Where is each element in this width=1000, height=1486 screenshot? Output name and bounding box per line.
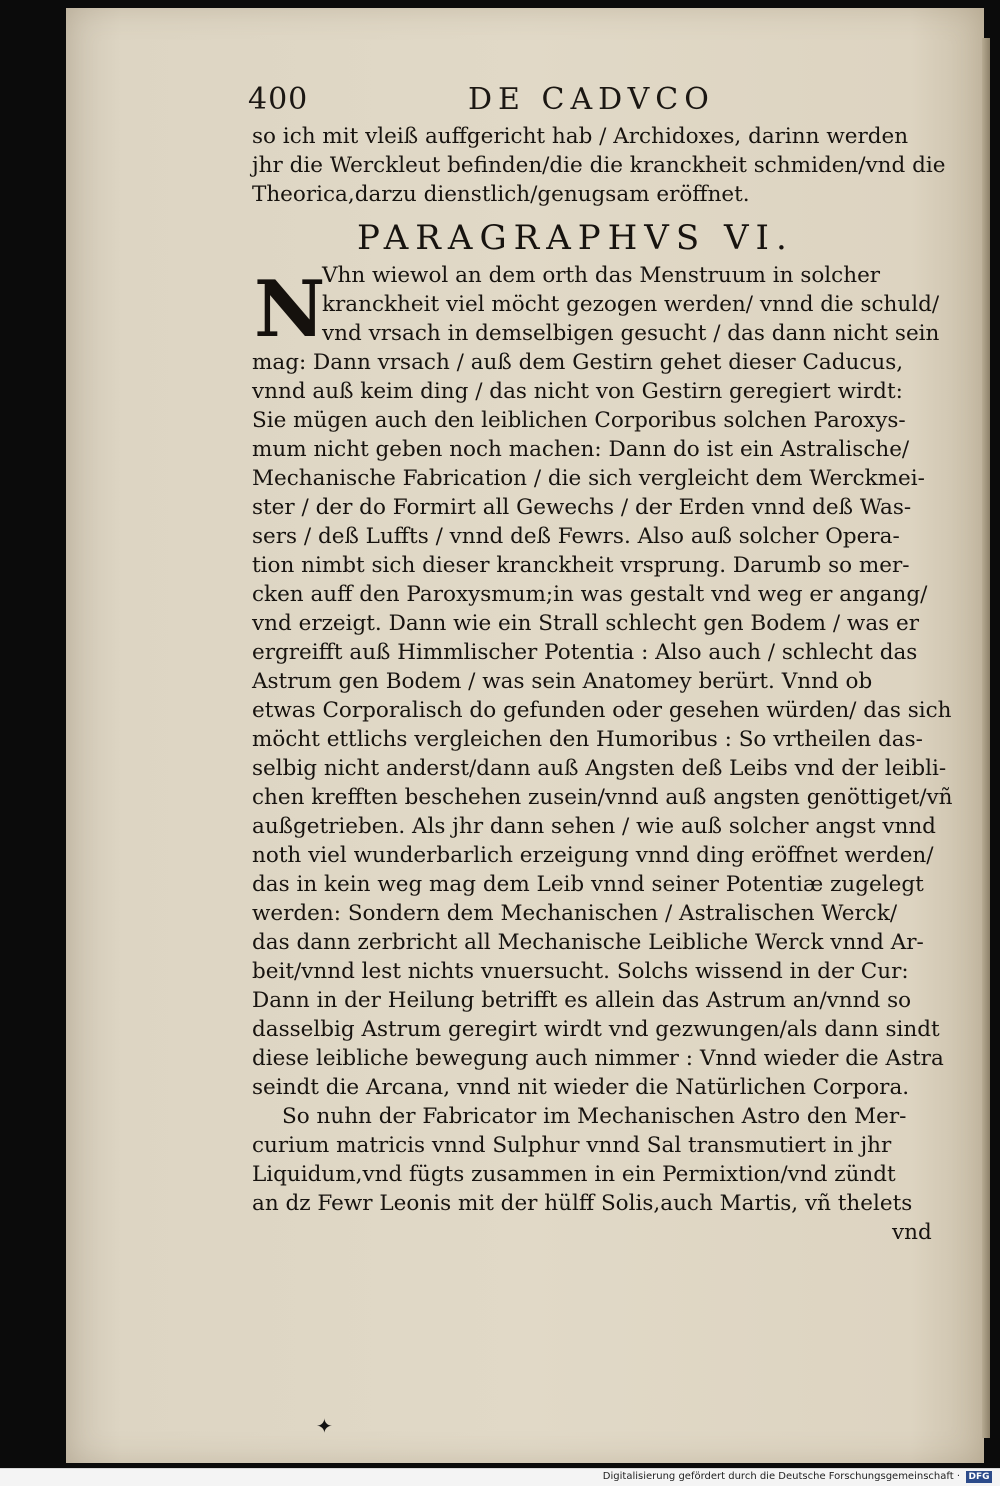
text-line: kranckheit viel möcht gezogen werden/ vnnd die schuld/ — [322, 292, 940, 317]
running-head — [248, 82, 768, 122]
text-line: So nuhn der Fabricator im Mechanischen Astro den Mer- — [282, 1104, 907, 1129]
text-line: an dz Fewr Leonis mit der hülff Solis,auch Martis, vñ thelets — [252, 1191, 913, 1216]
text-line: Mechanische Fabrication / die sich vergleicht dem Werckmei- — [252, 466, 925, 491]
text-line: Sie mügen auch den leiblichen Corporibus solchen Paroxys- — [252, 408, 906, 433]
text-line: Vhn wiewol an dem orth das Menstruum in solcher — [322, 263, 881, 288]
page-number: 400 — [248, 82, 309, 117]
text-line: sers / deß Luffts / vnnd deß Fewrs. Also auß solcher Opera- — [252, 524, 900, 549]
text-line: selbig nicht anderst/dann auß Angsten deß Leibs vnd der leibli- — [252, 756, 947, 781]
text-line: chen krefften beschehen zusein/vnnd auß angsten genöttiget/vñ — [252, 785, 953, 810]
text-line: jhr die Werckleut befinden/die die kranckheit schmiden/vnd die — [252, 153, 946, 178]
text-block — [252, 122, 972, 1247]
text-line: Astrum gen Bodem / was sein Anatomey berürt. Vnnd ob — [252, 669, 873, 694]
text-line: Dann in der Heilung betrifft es allein das Astrum an/vnnd so — [252, 988, 912, 1013]
text-line: das in kein weg mag dem Leib vnnd seiner Potentiæ zugelegt — [252, 872, 924, 897]
text-line: werden: Sondern dem Mechanischen / Astralischen Werck/ — [252, 901, 898, 926]
text-line: tion nimbt sich dieser kranckheit vrsprung. Darumb so mer- — [252, 553, 910, 578]
text-line: curium matricis vnnd Sulphur vnnd Sal transmutiert in jhr — [252, 1133, 892, 1158]
text-line: vnnd auß keim ding / das nicht von Gestirn geregiert wirdt: — [252, 379, 903, 404]
footer-bar — [0, 1468, 1000, 1486]
section-heading: PARAGRAPHVS VI. — [357, 218, 794, 258]
text-line: ster / der do Formirt all Gewechs / der Erden vnnd deß Was- — [252, 495, 912, 520]
text-line: mag: Dann vrsach / auß dem Gestirn gehet dieser Caducus, — [252, 350, 904, 375]
dfg-logo-icon: DFG — [966, 1471, 992, 1483]
page-edge — [982, 38, 990, 1438]
text-line: vnd erzeigt. Dann wie ein Strall schlecht gen Bodem / was er — [252, 611, 920, 636]
drop-initial: N — [254, 264, 326, 355]
text-line: möcht ettlichs vergleichen den Humoribus : So vrtheilen das- — [252, 727, 923, 752]
text-line: diese leibliche bewegung auch nimmer : Vnnd wieder die Astra — [252, 1046, 944, 1071]
text-line: noth viel wunderbarlich erzeigung vnnd ding eröffnet werden/ — [252, 843, 934, 868]
catchword: vnd — [892, 1220, 932, 1245]
text-line: seindt die Arcana, vnnd nit wieder die Natürlichen Corpora. — [252, 1075, 910, 1100]
text-line: außgetrieben. Als jhr dann sehen / wie auß solcher angst vnnd — [252, 814, 936, 839]
text-line: so ich mit vleiß auffgericht hab / Archidoxes, darinn werden — [252, 124, 909, 149]
text-line: vnd vrsach in demselbigen gesucht / das dann nicht sein — [322, 321, 940, 346]
running-title: DE CADVCO — [468, 82, 715, 117]
footer-credit: Digitalisierung gefördert durch die Deutsche Forschungsgemeinschaft · — [602, 1471, 960, 1482]
text-line: cken auff den Paroxysmum;in was gestalt vnd weg er angang/ — [252, 582, 928, 607]
text-line: dasselbig Astrum geregirt wirdt vnd gezwungen/als dann sindt — [252, 1017, 940, 1042]
text-line: etwas Corporalisch do gefunden oder gesehen würden/ das sich — [252, 698, 952, 723]
margin-mark-icon: ✦ — [316, 1414, 333, 1438]
text-line: Theorica,darzu dienstlich/genugsam eröffnet. — [252, 182, 750, 207]
text-line: ergreifft auß Himmlischer Potentia : Also auch / schlecht das — [252, 640, 918, 665]
text-line: mum nicht geben noch machen: Dann do ist ein Astralische/ — [252, 437, 910, 462]
text-line: Liquidum,vnd fügts zusammen in ein Permixtion/vnd zündt — [252, 1162, 896, 1187]
text-line: das dann zerbricht all Mechanische Leibliche Werck vnnd Ar- — [252, 930, 924, 955]
text-line: beit/vnnd lest nichts vnuersucht. Solchs wissend in der Cur: — [252, 959, 909, 984]
